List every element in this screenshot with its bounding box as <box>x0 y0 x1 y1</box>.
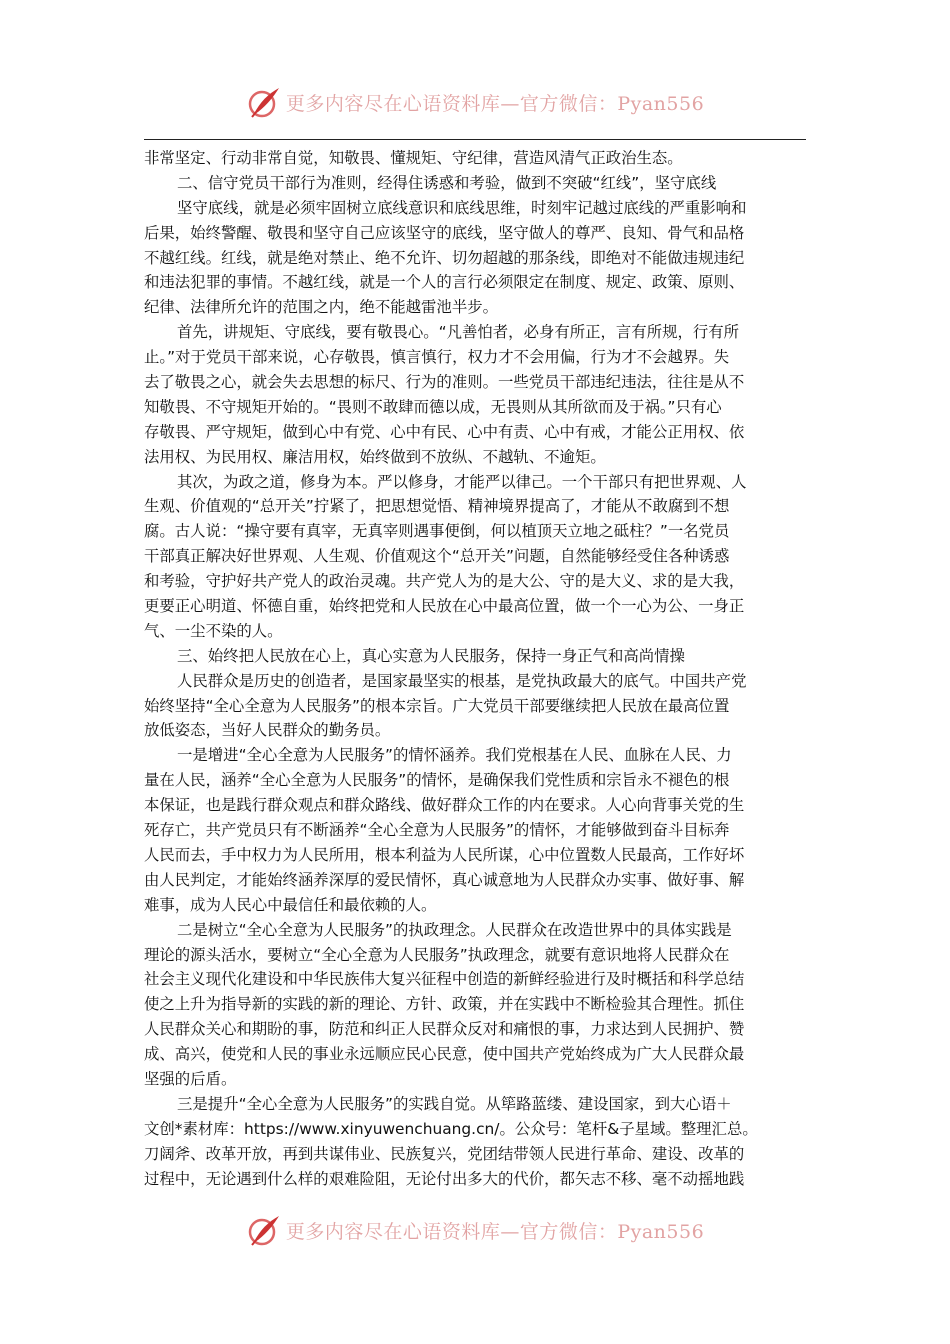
header-banner-text: 更多内容尽在心语资料库—官方微信：Pyan556 <box>285 92 705 115</box>
footer-banner-text: 更多内容尽在心语资料库—官方微信：Pyan556 <box>285 1220 705 1243</box>
text-line: 本保证，也是践行群众观点和群众路线、做好群众工作的内在要求。人心向背事关党的生 <box>144 796 745 815</box>
text-line: 人民而去，手中权力为人民所用，根本利益为人民所谋，心中位置数人民最高，工作好坏 <box>144 845 745 864</box>
text-line: 量在人民，涵养“全心全意为人民服务”的情怀，是确保我们党性质和宗旨永不褪色的根 <box>144 771 730 790</box>
text-line: 人民群众关心和期盼的事，防范和纠正人民群众反对和痛恨的事，力求达到人民拥护、赞 <box>144 1020 745 1039</box>
text-line: 不越红线。红线，就是绝对禁止、绝不允许、切勿超越的那条线，即绝对不能做违规违纪 <box>144 248 745 267</box>
text-line: 其次，为政之道，修身为本。严以修身，才能严以律己。一个干部只有把世界观、人 <box>177 472 747 491</box>
document-body <box>144 146 808 1191</box>
text-line: 文创*素材库：https://www.xinyuwenchuang.cn/。公众号：笔杆&子星域。整理汇总。 <box>144 1119 758 1138</box>
header-divider <box>144 139 806 140</box>
text-line: 理论的源头活水，要树立“全心全意为人民服务”执政理念，就要有意识地将人民群众在 <box>144 945 730 964</box>
text-line: 存敬畏、严守规矩，做到心中有党、心中有民、心中有责、心中有戒，才能公正用权、依 <box>144 422 745 441</box>
text-line: 三、始终把人民放在心上，真心实意为人民服务，保持一身正气和高尚情操 <box>177 646 685 665</box>
text-line: 始终坚持“全心全意为人民服务”的根本宗旨。广大党员干部要继续把人民放在最高位置 <box>144 696 730 715</box>
text-line: 死存亡，共产党员只有不断涵养“全心全意为人民服务”的情怀，才能够做到奋斗目标奔 <box>144 821 730 840</box>
text-line: 成、高兴，使党和人民的事业永远顺应民心民意，使中国共产党始终成为广大人民群众最 <box>144 1045 745 1064</box>
text-line: 人民群众是历史的创造者，是国家最坚实的根基，是党执政最大的底气。中国共产党 <box>177 671 747 690</box>
header-banner <box>0 80 950 124</box>
text-line: 二是树立“全心全意为人民服务”的执政理念。人民群众在改造世界中的具体实践是 <box>177 920 732 939</box>
text-line: 二、信守党员干部行为准则，经得住诱惑和考验，做到不突破“红线”，坚守底线 <box>177 173 717 192</box>
text-line: 三是提升“全心全意为人民服务”的实践自觉。从筚路蓝缕、建设国家，到大心语＋ <box>177 1094 732 1113</box>
text-line: 和违法犯罪的事情。不越红线，就是一个人的言行必须限定在制度、规定、政策、原则、 <box>144 273 745 292</box>
text-line: 非常坚定、行动非常自觉，知敬畏、懂规矩、守纪律，营造风清气正政治生态。 <box>144 149 683 167</box>
text-line: 腐。古人说：“操守要有真宰，无真宰则遇事便倒，何以植顶天立地之砥柱？”一名党员 <box>144 522 730 541</box>
text-line: 过程中，无论遇到什么样的艰难险阻，无论付出多大的代价，都矢志不移、毫不动摇地践 <box>144 1169 745 1188</box>
text-line: 生观、价值观的“总开关”拧紧了，把思想觉悟、精神境界提高了，才能从不敢腐到不想 <box>144 497 730 516</box>
footer-banner <box>0 1208 950 1252</box>
text-line: 知敬畏、不守规矩开始的。“畏则不敢肆而德以成，无畏则从其所欲而及于祸。”只有心 <box>144 397 722 416</box>
text-line: 一是增进“全心全意为人民服务”的情怀涵养。我们党根基在人民、血脉在人民、力 <box>177 746 732 765</box>
text-line: 法用权、为民用权、廉洁用权，始终做到不放纵、不越轨、不逾矩。 <box>144 447 606 466</box>
quill-logo-icon <box>246 1212 282 1248</box>
text-line: 纪律、法律所允许的范围之内，绝不能越雷池半步。 <box>144 298 498 317</box>
text-line: 气、一尘不染的人。 <box>144 621 283 640</box>
text-line: 和考验，守护好共产党人的政治灵魂。共产党人为的是大公、守的是大义、求的是大我， <box>144 572 745 591</box>
text-line: 使之上升为指导新的实践的新的理论、方针、政策，并在实践中不断检验其合理性。抓住 <box>144 995 745 1014</box>
text-line: 止。”对于党员干部来说，心存敬畏，慎言慎行，权力才不会用偏，行为才不会越界。失 <box>144 348 730 367</box>
text-line: 坚守底线，就是必须牢固树立底线意识和底线思维，时刻牢记越过底线的严重影响和 <box>177 198 747 217</box>
text-line: 去了敬畏之心，就会失去思想的标尺、行为的准则。一些党员干部违纪违法，往往是从不 <box>144 373 745 392</box>
text-line: 社会主义现代化建设和中华民族伟大复兴征程中创造的新鲜经验进行及时概括和科学总结 <box>144 970 745 989</box>
text-line: 更要正心明道、怀德自重，始终把党和人民放在心中最高位置，做一个一心为公、一身正 <box>144 597 745 616</box>
text-line: 坚强的后盾。 <box>144 1069 237 1088</box>
text-line: 难事，成为人民心中最信任和最依赖的人。 <box>144 895 437 914</box>
text-line: 首先，讲规矩、守底线，要有敬畏心。“凡善怕者，必身有所正，言有所规，行有所 <box>177 323 740 342</box>
text-line: 后果，始终警醒、敬畏和坚守自己应该坚守的底线，坚守做人的尊严、良知、骨气和品格 <box>144 223 745 242</box>
text-line: 放低姿态，当好人民群众的勤务员。 <box>144 721 391 740</box>
text-line: 干部真正解决好世界观、人生观、价值观这个“总开关”问题，自然能够经受住各种诱惑 <box>144 547 730 566</box>
text-line: 刀阔斧、改革开放，再到共谋伟业、民族复兴，党团结带领人民进行革命、建设、改革的 <box>144 1144 745 1163</box>
quill-logo-icon <box>246 84 282 120</box>
text-line: 由人民判定，才能始终涵养深厚的爱民情怀，真心诚意地为人民群众办实事、做好事、解 <box>144 870 745 889</box>
